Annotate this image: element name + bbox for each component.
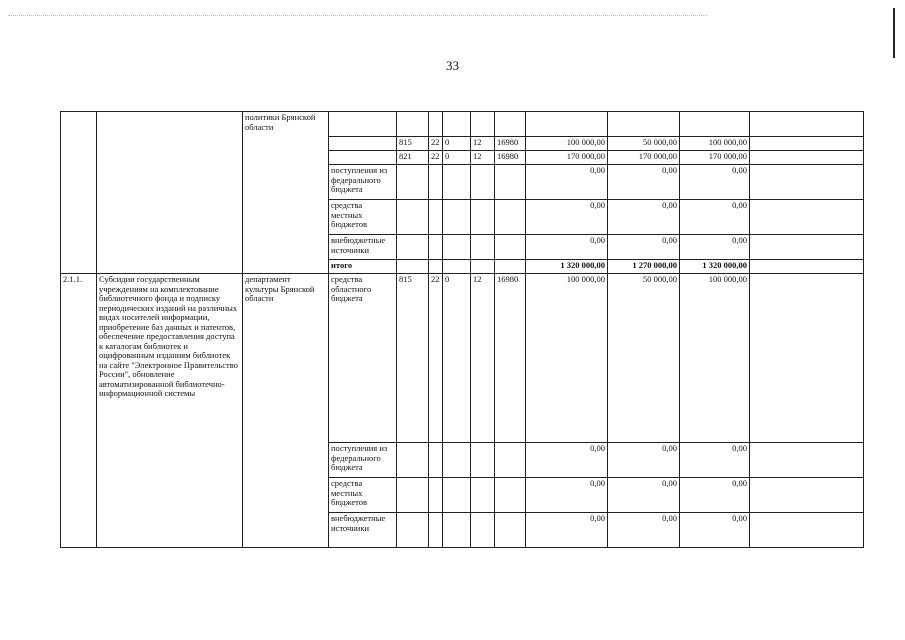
table-row: 2.1.1. Субсидии государственным учреждениям на комплектование библиотечного фонда и подписку периодических изданий на различных видах носителей информации, приобретение баз данных и патентов, обеспечение предоставления доступа к каталогам библиотек и оцифрованным изданиям библиотек на сайте "Электронное Правительство России", обновление автоматизированной библиотечно-информационной системы департамент культуры Брянской области средства областного бюджета 815 22 0 12 16980 100 000,00 50 000,00 100 000,00 (61, 274, 864, 443)
cell-name: Субсидии государственным учреждениям на комплектование библиотечного фонда и подписку периодических изданий на различных видах носителей информации, приобретение баз данных и патентов, обеспечение предоставления доступа к каталогам библиотек и оцифрованным изданиям библиотек на сайте "Электронное Правительство России", обновление автоматизированной библиотечно-информационной системы (97, 274, 243, 548)
table-row: 821 22 0 12 16980 170 000,00 170 000,00 170 000,00 (61, 151, 864, 165)
page-number: 33 (446, 58, 459, 73)
cell-number (61, 112, 97, 274)
table-row-total: итого 1 320 000,00 1 270 000,00 1 320 000,00 (61, 260, 864, 274)
scan-artifact-mark (893, 8, 895, 58)
table-row: внебюджетные источники 0,00 0,00 0,00 (61, 513, 864, 548)
cell-number: 2.1.1. (61, 274, 97, 548)
table-row: средства местных бюджетов 0,00 0,00 0,00 (61, 200, 864, 235)
cell-name (97, 112, 243, 274)
table-row: внебюджетные источники 0,00 0,00 0,00 (61, 235, 864, 260)
scan-artifact-dots (8, 15, 708, 17)
cell-department: департамент культуры Брянской области (243, 274, 329, 548)
table-row: средства местных бюджетов 0,00 0,00 0,00 (61, 478, 864, 513)
table-row: поступления из федерального бюджета 0,00 0,00 0,00 (61, 443, 864, 478)
table-row: поступления из федерального бюджета 0,00 0,00 0,00 (61, 165, 864, 200)
budget-table (60, 111, 864, 548)
table-row: 815 22 0 12 16980 100 000,00 50 000,00 100 000,00 (61, 137, 864, 151)
cell-department: политики Брянской области (243, 112, 329, 274)
table-row (61, 112, 864, 137)
